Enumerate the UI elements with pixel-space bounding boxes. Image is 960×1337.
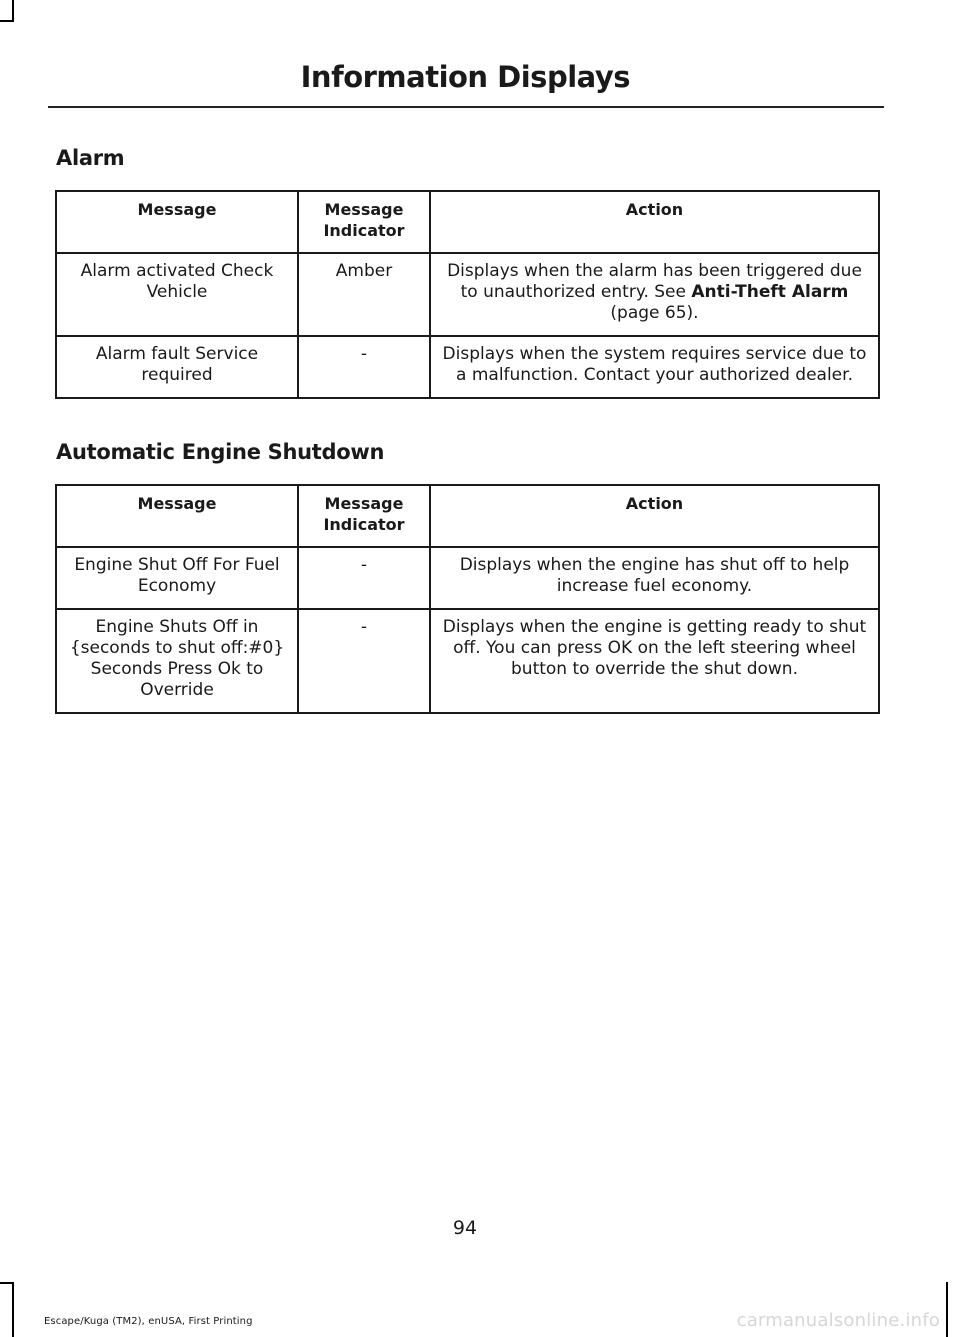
column-header-indicator: Message Indicator xyxy=(298,485,430,547)
action-cell xyxy=(430,253,879,336)
column-header-action: Action xyxy=(430,485,879,547)
column-header-action: Action xyxy=(430,191,879,253)
page-reference: (page 65). xyxy=(610,303,699,323)
crop-mark xyxy=(0,20,12,22)
crop-mark xyxy=(946,1282,948,1337)
table-row xyxy=(56,253,879,336)
message-cell: Engine Shuts Off in {seconds to shut off:#0} Seconds Press Ok to Override xyxy=(56,609,298,713)
header-divider xyxy=(48,106,884,108)
crop-mark xyxy=(12,0,14,22)
table-header-row xyxy=(56,485,879,547)
action-text: Displays when the alarm has been triggered due to unauthorized entry. See xyxy=(447,261,862,302)
indicator-cell: - xyxy=(298,336,430,398)
page-number: 94 xyxy=(452,1217,478,1239)
table-row xyxy=(56,547,879,609)
section-title-alarm: Alarm xyxy=(56,146,125,170)
column-header-indicator: Message Indicator xyxy=(298,191,430,253)
message-cell: Alarm activated Check Vehicle xyxy=(56,253,298,336)
crop-mark xyxy=(12,1282,14,1337)
cross-reference-link[interactable]: Anti-Theft Alarm xyxy=(691,282,849,302)
column-header-message: Message xyxy=(56,191,298,253)
alarm-table xyxy=(55,190,880,399)
action-cell: Displays when the system requires service due to a malfunction. Contact your authorized dealer. xyxy=(430,336,879,398)
table-row xyxy=(56,609,879,713)
indicator-cell: - xyxy=(298,609,430,713)
action-cell: Displays when the engine has shut off to help increase fuel economy. xyxy=(430,547,879,609)
column-header-message: Message xyxy=(56,485,298,547)
indicator-cell: - xyxy=(298,547,430,609)
page-header-title: Information Displays xyxy=(300,60,630,94)
action-cell: Displays when the engine is getting ready to shut off. You can press OK on the left steering wheel button to override the shut down. xyxy=(430,609,879,713)
table-header-row xyxy=(56,191,879,253)
message-cell: Alarm fault Service required xyxy=(56,336,298,398)
crop-mark xyxy=(0,1282,12,1284)
watermark: carmanualsonline.info xyxy=(736,1310,940,1331)
message-cell: Engine Shut Off For Fuel Economy xyxy=(56,547,298,609)
table-row xyxy=(56,336,879,398)
indicator-cell: Amber xyxy=(298,253,430,336)
section-title-auto-shutdown: Automatic Engine Shutdown xyxy=(56,440,385,464)
auto-shutdown-table xyxy=(55,484,880,714)
footer-text: Escape/Kuga (TM2), enUSA, First Printing xyxy=(44,1316,253,1327)
